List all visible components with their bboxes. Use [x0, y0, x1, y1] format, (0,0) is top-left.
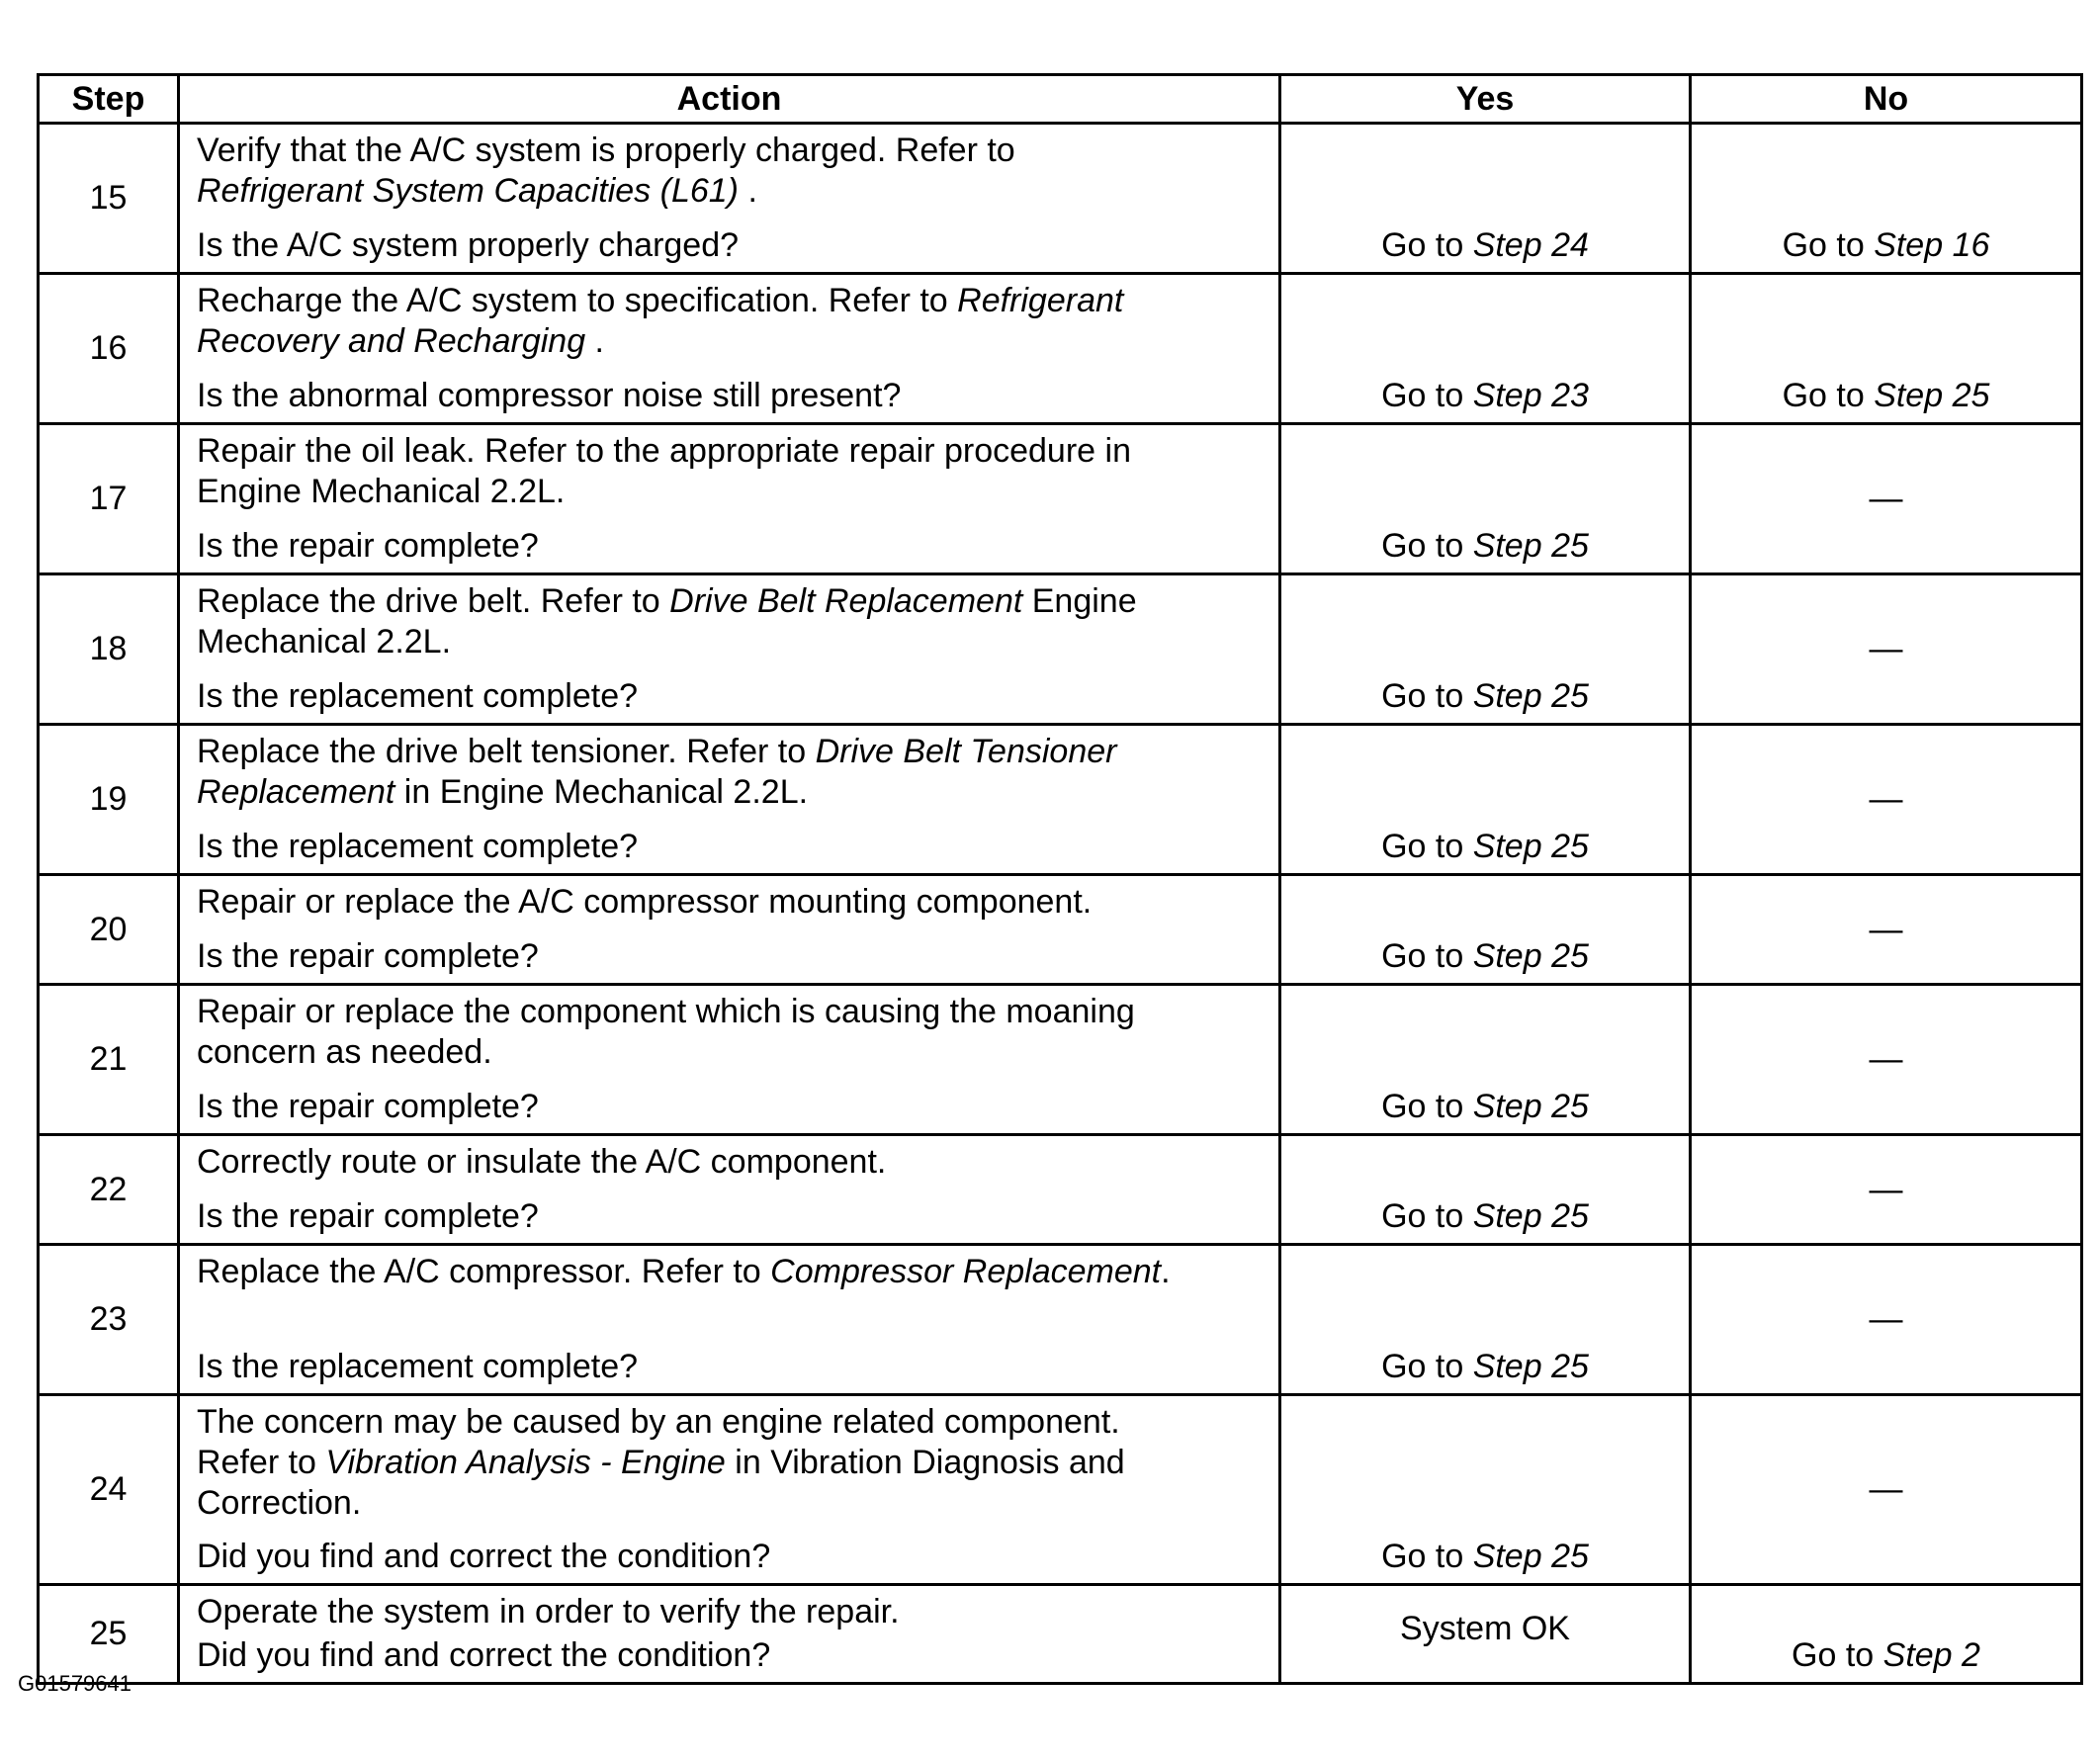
no-result-none: — — [1869, 480, 1903, 517]
step-number: 18 — [39, 574, 179, 725]
yes-goto-label: Go to — [1381, 527, 1473, 565]
no-goto-label: Go to — [1792, 1636, 1883, 1674]
action-cell — [179, 1585, 1280, 1684]
action-description — [197, 131, 1267, 212]
yes-cell — [1280, 1585, 1691, 1684]
yes-goto-label: Go to — [1381, 377, 1473, 414]
reference-title: Replacement — [197, 773, 395, 811]
no-cell — [1691, 1135, 2082, 1245]
action-description — [197, 1402, 1267, 1524]
reference-title: Drive Belt Replacement — [669, 582, 1023, 620]
yes-step-reference: Step 25 — [1472, 828, 1589, 865]
header-yes: Yes — [1280, 75, 1691, 124]
yes-cell — [1280, 985, 1691, 1135]
action-question: Did you find and correct the condition? — [197, 1636, 771, 1674]
table-row — [39, 424, 2082, 574]
header-row — [39, 75, 2082, 124]
no-cell — [1691, 274, 2082, 424]
yes-goto-label: Go to — [1381, 1197, 1473, 1235]
table-row — [39, 875, 2082, 985]
yes-cell — [1280, 1395, 1691, 1585]
action-content — [197, 1142, 1267, 1237]
action-cell — [179, 875, 1280, 985]
action-cell — [179, 985, 1280, 1135]
action-content — [197, 992, 1267, 1127]
yes-step-reference: Step 24 — [1472, 226, 1589, 264]
no-cell — [1691, 424, 2082, 574]
yes-goto-label: Go to — [1381, 677, 1473, 715]
action-description — [197, 992, 1267, 1073]
no-result-none: — — [1869, 1470, 1903, 1508]
step-number: 20 — [39, 875, 179, 985]
table-row — [39, 1245, 2082, 1395]
no-cell — [1691, 1245, 2082, 1395]
reference-title: Refrigerant — [957, 282, 1124, 319]
yes-cell — [1280, 875, 1691, 985]
action-description — [197, 882, 1267, 923]
step-number: 25 — [39, 1585, 179, 1684]
reference-title: Vibration Analysis - Engine — [325, 1444, 726, 1481]
yes-step-reference: Step 25 — [1472, 1348, 1589, 1385]
yes-goto-label: Go to — [1381, 828, 1473, 865]
action-question: Is the repair complete? — [197, 1197, 539, 1235]
yes-cell — [1280, 574, 1691, 725]
action-text: Engine Mechanical 2.2L. — [197, 473, 566, 510]
action-content — [197, 581, 1267, 717]
table-row — [39, 1585, 2082, 1684]
action-description — [197, 732, 1267, 813]
action-text: . — [739, 172, 757, 210]
action-question: Is the replacement complete? — [197, 1348, 639, 1385]
yes-step-reference: Step 25 — [1472, 1197, 1589, 1235]
reference-title: Compressor Replacement — [770, 1253, 1162, 1290]
action-description — [197, 581, 1267, 662]
yes-cell — [1280, 725, 1691, 875]
action-text: Replace the A/C compressor. Refer to — [197, 1253, 771, 1290]
no-result-none: — — [1869, 630, 1903, 667]
action-cell — [179, 1395, 1280, 1585]
no-cell — [1691, 875, 2082, 985]
action-question: Did you find and correct the condition? — [197, 1538, 771, 1575]
action-text: Repair the oil leak. Refer to the appropriate repair procedure in — [197, 432, 1131, 470]
action-text: Correction. — [197, 1484, 362, 1522]
action-cell — [179, 274, 1280, 424]
no-goto-label: Go to — [1782, 226, 1875, 264]
header-no: No — [1691, 75, 2082, 124]
action-question: Is the repair complete? — [197, 937, 539, 975]
action-cell — [179, 124, 1280, 274]
action-text: The concern may be caused by an engine related component. — [197, 1403, 1120, 1441]
action-text: Replace the drive belt. Refer to — [197, 582, 670, 620]
action-question: Is the repair complete? — [197, 1088, 539, 1125]
action-description — [197, 281, 1267, 362]
step-number: 21 — [39, 985, 179, 1135]
no-result-none: — — [1869, 910, 1903, 948]
table-row — [39, 124, 2082, 274]
action-description — [197, 1142, 1267, 1183]
action-text: Operate the system in order to verify the repair. — [197, 1593, 900, 1630]
diagnostic-table — [37, 73, 2083, 1685]
action-cell — [179, 424, 1280, 574]
action-question: Is the replacement complete? — [197, 828, 639, 865]
no-cell — [1691, 574, 2082, 725]
yes-step-reference: Step 25 — [1472, 1538, 1589, 1575]
no-result-none: — — [1869, 1300, 1903, 1338]
step-number: 15 — [39, 124, 179, 274]
yes-cell — [1280, 124, 1691, 274]
action-cell — [179, 1245, 1280, 1395]
reference-title: Drive Belt Tensioner — [815, 733, 1117, 770]
action-text: . — [585, 322, 605, 360]
table-row — [39, 274, 2082, 424]
action-text: Correctly route or insulate the A/C component. — [197, 1143, 887, 1181]
action-text: Mechanical 2.2L. — [197, 623, 452, 661]
figure-id: G01579641 — [18, 1671, 131, 1696]
action-cell — [179, 725, 1280, 875]
action-text: . — [1161, 1253, 1171, 1290]
yes-step-reference: Step 25 — [1472, 677, 1589, 715]
table-row — [39, 985, 2082, 1135]
yes-goto-label: Go to — [1381, 1088, 1473, 1125]
no-cell — [1691, 124, 2082, 274]
no-cell — [1691, 985, 2082, 1135]
yes-goto-label: Go to — [1381, 1348, 1473, 1385]
yes-cell — [1280, 1135, 1691, 1245]
yes-step-reference: Step 23 — [1472, 377, 1589, 414]
action-question: Is the A/C system properly charged? — [197, 226, 740, 264]
action-text: Verify that the A/C system is properly charged. Refer to — [197, 132, 1015, 169]
step-number: 16 — [39, 274, 179, 424]
table-body — [39, 124, 2082, 1684]
action-cell — [179, 574, 1280, 725]
action-content — [197, 281, 1267, 416]
yes-result: System OK — [1400, 1610, 1570, 1647]
action-content — [197, 1592, 1267, 1676]
step-number: 24 — [39, 1395, 179, 1585]
no-cell — [1691, 1395, 2082, 1585]
table-row — [39, 1135, 2082, 1245]
step-number: 17 — [39, 424, 179, 574]
yes-step-reference: Step 25 — [1472, 527, 1589, 565]
table-row — [39, 1395, 2082, 1585]
no-step-reference: Step 2 — [1882, 1636, 1980, 1674]
reference-title: Refrigerant System Capacities (L61) — [197, 172, 740, 210]
action-text: in Vibration Diagnosis and — [725, 1444, 1125, 1481]
action-text: Repair or replace the component which is causing the moaning — [197, 993, 1135, 1030]
yes-cell — [1280, 274, 1691, 424]
action-content — [197, 732, 1267, 867]
action-question: Is the repair complete? — [197, 527, 539, 565]
no-cell — [1691, 725, 2082, 875]
yes-goto-label: Go to — [1381, 226, 1473, 264]
header-step: Step — [39, 75, 179, 124]
no-cell — [1691, 1585, 2082, 1684]
step-number: 19 — [39, 725, 179, 875]
reference-title: Recovery and Recharging — [197, 322, 586, 360]
action-text: in Engine Mechanical 2.2L. — [394, 773, 809, 811]
action-text: Recharge the A/C system to specification. Refer to — [197, 282, 958, 319]
action-text: Repair or replace the A/C compressor mounting component. — [197, 883, 1093, 921]
action-text: Engine — [1022, 582, 1137, 620]
action-text: Replace the drive belt tensioner. Refer to — [197, 733, 816, 770]
yes-goto-label: Go to — [1381, 937, 1473, 975]
no-result-none: — — [1869, 1040, 1903, 1078]
action-description — [197, 1592, 1267, 1632]
step-number: 22 — [39, 1135, 179, 1245]
no-goto-label: Go to — [1782, 377, 1875, 414]
yes-cell — [1280, 1245, 1691, 1395]
action-content — [197, 431, 1267, 567]
action-question: Is the abnormal compressor noise still present? — [197, 377, 902, 414]
yes-goto-label: Go to — [1381, 1538, 1473, 1575]
action-text: concern as needed. — [197, 1033, 492, 1071]
no-step-reference: Step 16 — [1874, 226, 1990, 264]
yes-step-reference: Step 25 — [1472, 937, 1589, 975]
action-text: Refer to — [197, 1444, 326, 1481]
table-row — [39, 574, 2082, 725]
action-content — [197, 1252, 1267, 1387]
action-description — [197, 1252, 1267, 1292]
action-content — [197, 131, 1267, 266]
action-cell — [179, 1135, 1280, 1245]
table-row — [39, 725, 2082, 875]
no-step-reference: Step 25 — [1874, 377, 1990, 414]
action-content — [197, 1402, 1267, 1577]
action-content — [197, 882, 1267, 977]
header-action: Action — [179, 75, 1280, 124]
action-description — [197, 431, 1267, 512]
no-result-none: — — [1869, 780, 1903, 818]
action-question: Is the replacement complete? — [197, 677, 639, 715]
no-result-none: — — [1869, 1170, 1903, 1208]
step-number: 23 — [39, 1245, 179, 1395]
yes-cell — [1280, 424, 1691, 574]
yes-step-reference: Step 25 — [1472, 1088, 1589, 1125]
